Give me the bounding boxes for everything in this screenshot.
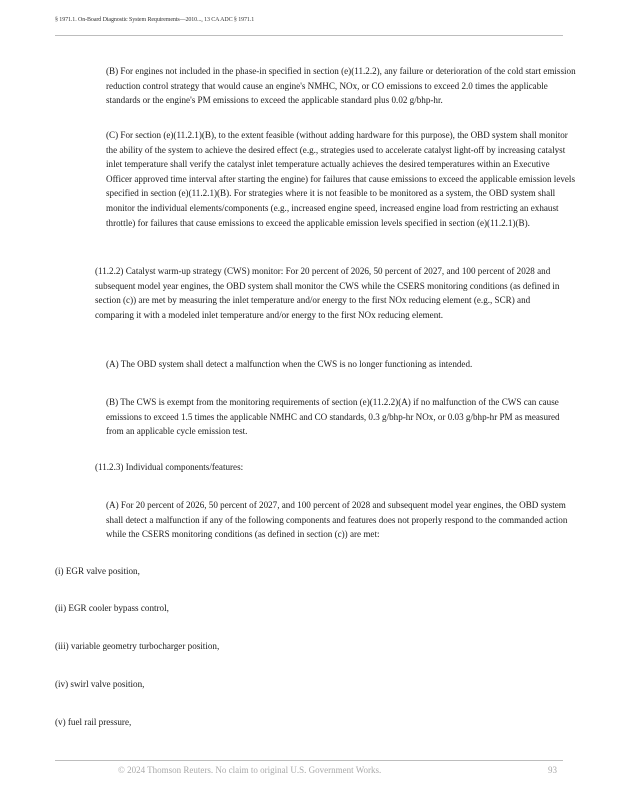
footer-copyright: © 2024 Thomson Reuters. No claim to original U.S. Government Works.	[118, 765, 382, 775]
list-item-egr-cooler-bypass: (ii) EGR cooler bypass control,	[55, 603, 169, 613]
list-item-swirl-valve-position: (iv) swirl valve position,	[55, 679, 145, 689]
paragraph-e-11-2-1-b: (B) For engines not included in the phase-in specified in section (e)(11.2.2), any failure or deterioration of the cold start emission reduction control strategy that would cause an engine's NMHC, NOx, or CO emissions to exceed 2.0 times the applicable standards or the engine's PM emissions to exceed the applicable standard plus 0.02 g/bhp-hr.	[106, 66, 576, 106]
running-head: § 1971.1. On-Board Diagnostic System Requirements—2010..., 13 CA ADC § 1971.1	[55, 17, 255, 23]
paragraph-11-2-2-cws-monitor: (11.2.2) Catalyst warm-up strategy (CWS) monitor: For 20 percent of 2026, 50 percent of 2027, and 100 percent of 2028 and subsequent model year engines, the OBD system shall monitor the CWS while the CSERS monitoring conditions (as defined in section (c)) are met by measuring the inlet temperature and/or energy to the first NOx reducing element (e.g., SCR) and comparing it with a modeled inlet temperature and/or energy to the first NOx reducing element.	[95, 266, 560, 320]
header-divider	[55, 35, 563, 36]
footer-divider	[55, 760, 563, 761]
paragraph-11-2-2-a: (A) The OBD system shall detect a malfunction when the CWS is no longer functioning as intended.	[106, 359, 473, 369]
list-item-egr-valve-position: (i) EGR valve position,	[55, 566, 140, 576]
page-number: 93	[548, 765, 557, 775]
list-item-fuel-rail-pressure: (v) fuel rail pressure,	[55, 717, 132, 727]
list-item-vgt-position: (iii) variable geometry turbocharger position,	[55, 641, 220, 651]
paragraph-e-11-2-1-c: (C) For section (e)(11.2.1)(B), to the extent feasible (without adding hardware for this purpose), the OBD system shall monitor the ability of the system to achieve the desired effect (e.g., strategies used to accelerate catalyst light-off by increasing catalyst inlet temperature shall verify the catalyst inlet temperature actually achieves the desired temperatures within an Executive Officer approved time interval after starting the engine) for failures that cause emissions to exceed the applicable emission levels specified in section (e)(11.2.1)(B). For strategies where it is not feasible to be monitored as a system, the OBD system shall monitor the individual elements/components (e.g., increased engine speed, increased engine load from restricting an exhaust throttle) for failures that cause emissions to exceed the applicable emission levels specified in section (e)(11.2.1)(B).	[106, 130, 575, 228]
paragraph-11-2-3-heading: (11.2.3) Individual components/features:	[95, 462, 244, 472]
paragraph-11-2-3-a: (A) For 20 percent of 2026, 50 percent of 2027, and 100 percent of 2028 and subsequent model year engines, the OBD system shall detect a malfunction if any of the following components and features does not properly respond to the commanded action while the CSERS monitoring conditions (as defined in section (c)) are met:	[106, 500, 568, 540]
paragraph-11-2-2-b: (B) The CWS is exempt from the monitoring requirements of section (e)(11.2.2)(A) if no malfunction of the CWS can cause emissions to exceed 1.5 times the applicable NMHC and CO standards, 0.3 g/bhp-hr NOx, or 0.03 g/bhp-hr PM as measured from an applicable cycle emission test.	[106, 397, 560, 437]
